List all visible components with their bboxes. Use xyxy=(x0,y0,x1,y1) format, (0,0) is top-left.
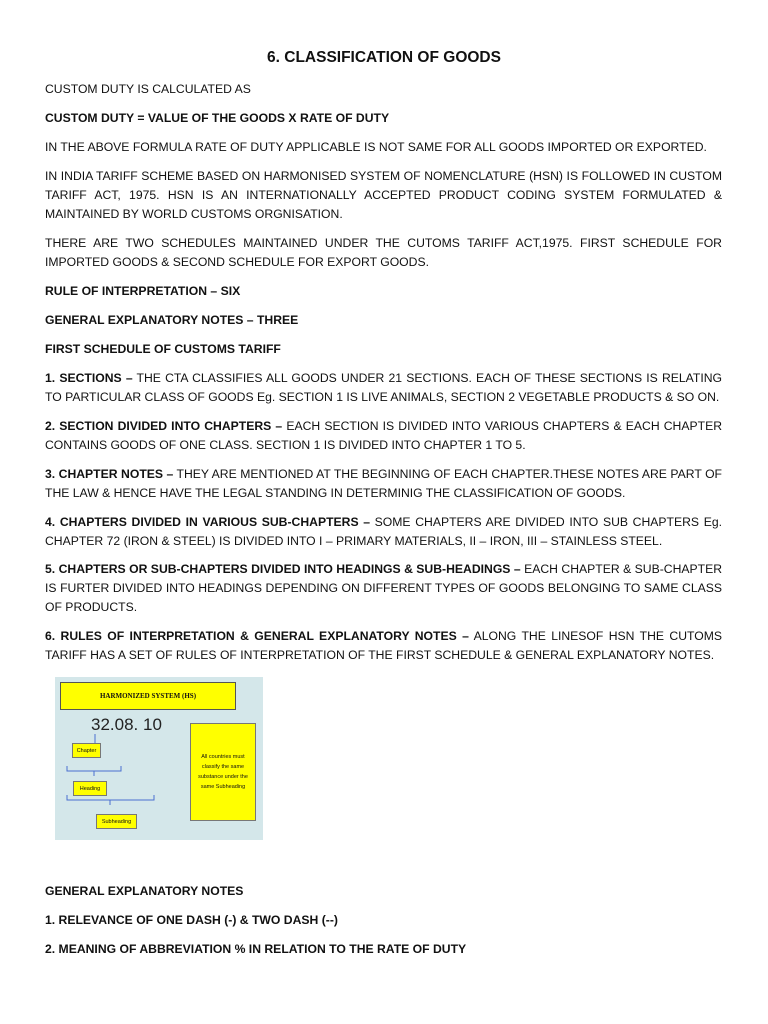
item-text: THE CTA CLASSIFIES ALL GOODS UNDER 21 SECTIONS. EACH OF THESE SECTIONS IS RELATING TO PARTICULAR CLASS OF GOODS Eg. SECTION 1 IS LIVE ANIMALS, SECTION 2 VEGETABLE PRODUCTS & SO ON. xyxy=(45,371,722,404)
list-item-chapter-notes xyxy=(45,465,722,503)
diagram-title: HARMONIZED SYSTEM (HS) xyxy=(60,682,236,710)
item-heading: 3. CHAPTER NOTES – xyxy=(45,467,174,481)
list-item-chapters xyxy=(45,417,722,455)
page-title: 6. CLASSIFICATION OF GOODS xyxy=(267,49,501,66)
general-note-item-dash: 1. RELEVANCE OF ONE DASH (-) & TWO DASH (--) xyxy=(45,913,338,927)
list-item-sections xyxy=(45,369,722,407)
hs-code-diagram xyxy=(55,677,263,840)
list-item-headings xyxy=(45,560,722,617)
hs-code: 32.08. 10 xyxy=(91,715,162,734)
item-text: SOME CHAPTERS ARE DIVIDED INTO SUB CHAPTERS Eg. CHAPTER 72 (IRON & STEEL) IS DIVIDED INTO I – PRIMARY MATERIALS, II – IRON, III – STAINLESS STEEL. xyxy=(45,515,722,548)
general-notes-heading: GENERAL EXPLANATORY NOTES – THREE xyxy=(45,313,299,327)
heading-box: Heading xyxy=(73,781,107,796)
hsn-paragraph: IN INDIA TARIFF SCHEME BASED ON HARMONISED SYSTEM OF NOMENCLATURE (HSN) IS FOLLOWED IN CUSTOM TARIFF ACT, 1975. HSN IS AN INTERNATIONALLY ACCEPTED PRODUCT CODING SYSTEM FORMULATED & MAINTAINED BY WORLD CUSTOMS ORGNISATION. xyxy=(45,169,722,221)
chapter-box: Chapter xyxy=(72,743,101,758)
item-text: EACH SECTION IS DIVIDED INTO VARIOUS CHAPTERS & EACH CHAPTER CONTAINS GOODS OF ONE CLASS. SECTION 1 IS DIVIDED INTO CHAPTER 1 TO 5. xyxy=(45,419,722,452)
item-heading: 4. CHAPTERS DIVIDED IN VARIOUS SUB-CHAPTERS – xyxy=(45,515,371,529)
item-text: THEY ARE MENTIONED AT THE BEGINNING OF EACH CHAPTER.THESE NOTES ARE PART OF THE LAW & HENCE HAVE THE LEGAL STANDING IN DETERMINIG THE CLASSIFICATION OF GOODS. xyxy=(45,467,722,500)
item-text: ALONG THE LINESOF HSN THE CUTOMS TARIFF HAS A SET OF RULES OF INTERPRETATION OF THE FIRST SCHEDULE & GENERAL EXPLANATORY NOTES. xyxy=(45,629,722,662)
item-heading: 2. SECTION DIVIDED INTO CHAPTERS – xyxy=(45,419,283,433)
rule-heading: RULE OF INTERPRETATION – SIX xyxy=(45,284,241,298)
item-text: EACH CHAPTER & SUB-CHAPTER IS FURTER DIVIDED INTO HEADINGS DEPENDING ON DIFFERENT TYPES OF GOODS BELONGING TO SAME CLASS OF PRODUCTS. xyxy=(45,562,723,614)
item-heading: 5. CHAPTERS OR SUB-CHAPTERS DIVIDED INTO HEADINGS & SUB-HEADINGS – xyxy=(45,562,521,576)
list-item-sub-chapters xyxy=(45,513,722,551)
formula-line: CUSTOM DUTY = VALUE OF THE GOODS X RATE OF DUTY xyxy=(45,111,390,125)
first-schedule-heading: FIRST SCHEDULE OF CUSTOMS TARIFF xyxy=(45,342,281,356)
item-heading: 1. SECTIONS – xyxy=(45,371,133,385)
subheading-box: Subheading xyxy=(96,814,137,829)
general-notes-heading-2: GENERAL EXPLANATORY NOTES xyxy=(45,884,244,898)
formula-note: IN THE ABOVE FORMULA RATE OF DUTY APPLICABLE IS NOT SAME FOR ALL GOODS IMPORTED OR EXPORTED. xyxy=(45,140,707,154)
intro-line: CUSTOM DUTY IS CALCULATED AS xyxy=(45,82,251,96)
item-heading: 6. RULES OF INTERPRETATION & GENERAL EXPLANATORY NOTES – xyxy=(45,629,469,643)
list-item-rules xyxy=(45,627,722,665)
general-note-item-percent: 2. MEANING OF ABBREVIATION % IN RELATION TO THE RATE OF DUTY xyxy=(45,942,467,956)
schedules-paragraph: THERE ARE TWO SCHEDULES MAINTAINED UNDER THE CUTOMS TARIFF ACT,1975. FIRST SCHEDULE FOR IMPORTED GOODS & SECOND SCHEDULE FOR EXPORT GOODS. xyxy=(45,236,722,269)
classification-note: All countries must classify the same substance under the same Subheading xyxy=(190,723,256,821)
